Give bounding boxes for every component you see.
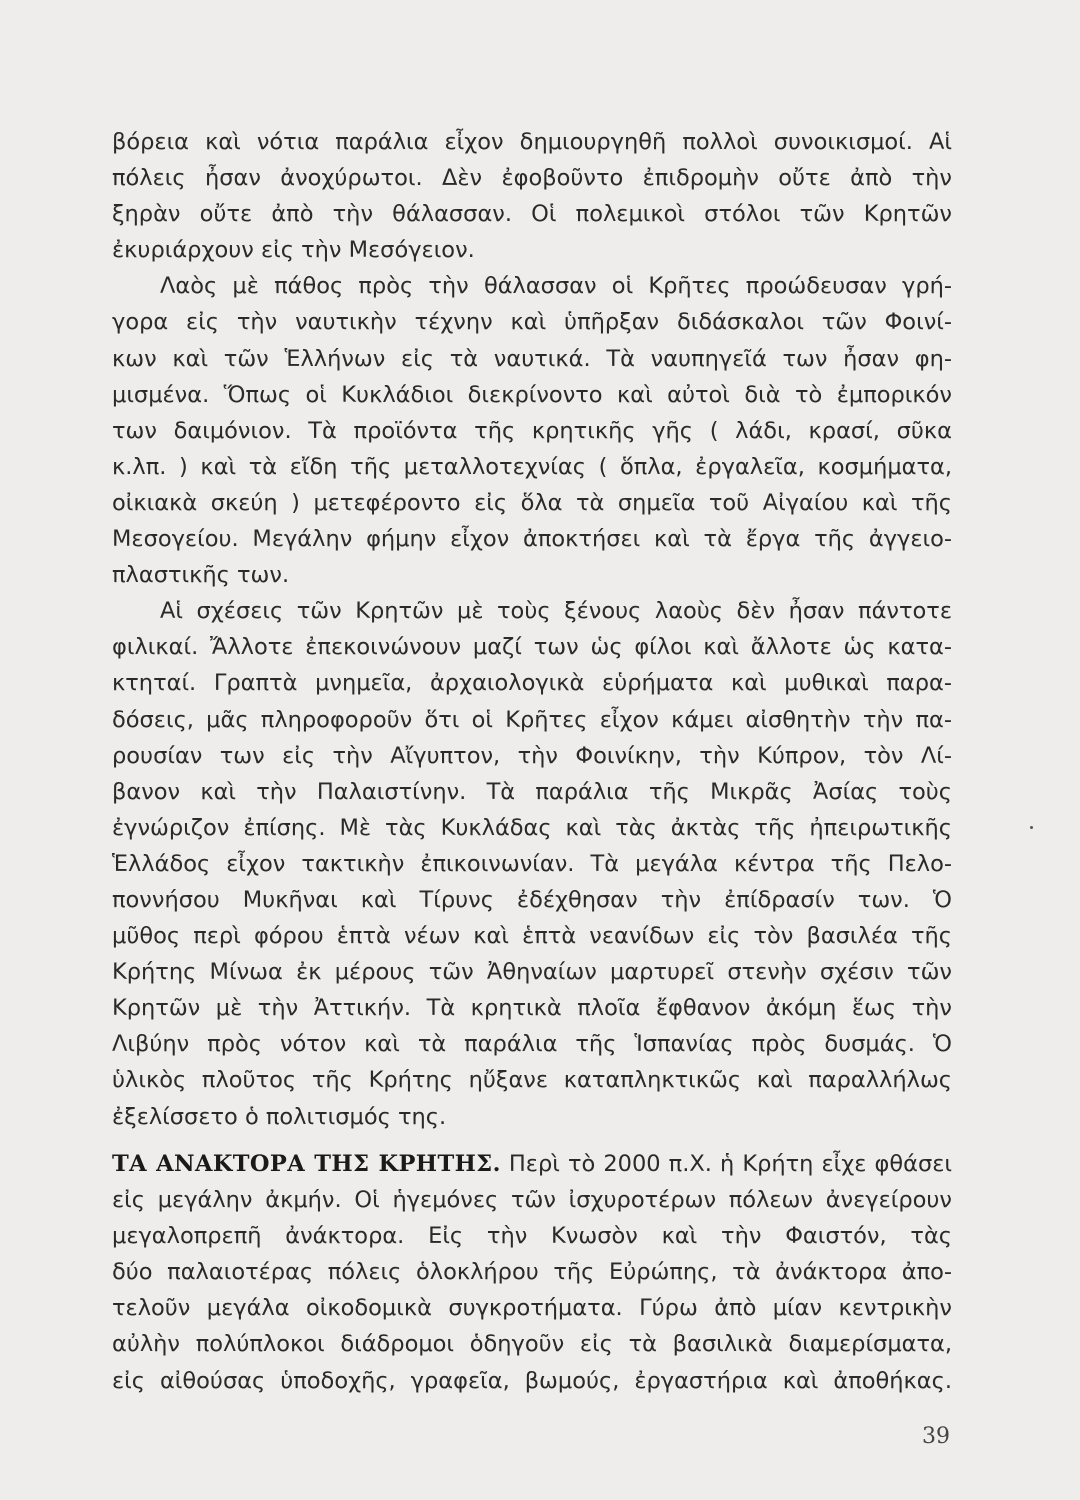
text-line: Λαὸς μὲ πάθος πρὸς τὴν θάλασσαν οἱ Κρῆτες προώδευσαν γρή- [160, 273, 952, 300]
text-line: μῦθος περὶ φόρου ἑπτὰ νέων καὶ ἑπτὰ νεανίδων εἰς τὸν βασιλέα τῆς [112, 923, 952, 950]
body-text-upper [112, 124, 952, 1135]
text-line: μισμένα. Ὅπως οἱ Κυκλάδιοι διεκρίνοντο καὶ αὐτοὶ διὰ τὸ ἐμπορικόν [112, 381, 952, 408]
text-line: οἰκιακὰ σκεύη ) μετεφέροντο εἰς ὅλα τὰ σημεῖα τοῦ Αἰγαίου καὶ τῆς [112, 489, 952, 516]
paper-speck [1030, 826, 1033, 829]
text-line: ποννήσου Μυκῆναι καὶ Τίρυνς ἐδέχθησαν τὴν ἐπίδρασίν των. Ὁ [112, 886, 952, 913]
text-line: βόρεια καὶ νότια παράλια εἶχον δημιουργηθῆ πολλοὶ συνοικισμοί. Αἱ [112, 129, 952, 155]
text-line: ξηρὰν οὔτε ἀπὸ τὴν θάλασσαν. Οἱ πολεμικοὶ στόλοι τῶν Κρητῶν [112, 201, 952, 228]
text-line: ἐκυριάρχουν εἰς τὴν Μεσόγειον. [112, 237, 475, 264]
text-line: εἰς μεγάλην ἀκμήν. Οἱ ἡγεμόνες τῶν ἰσχυροτέρων πόλεων ἀνεγείρουν [112, 1187, 952, 1214]
text-line: Λιβύην πρὸς νότον καὶ τὰ παράλια τῆς Ἱσπανίας πρὸς δυσμάς. Ὁ [112, 1031, 952, 1058]
text-line: πλαστικῆς των. [112, 562, 290, 589]
text-line: βανον καὶ τὴν Παλαιστίνην. Τὰ παράλια τῆς Μικρᾶς Ἀσίας τοὺς [112, 778, 952, 805]
text-line: ρουσίαν των εἰς τὴν Αἴγυπτον, τὴν Φοινίκην, τὴν Κύπρον, τὸν Λί- [112, 742, 952, 769]
text-line: κ.λπ. ) καὶ τὰ εἴδη τῆς μεταλλοτεχνίας ( ὅπλα, ἐργαλεῖα, κοσμήματα, [112, 453, 952, 480]
text-line: των δαιμόνιον. Τὰ προϊόντα τῆς κρητικῆς γῆς ( λάδι, κρασί, σῦκα [112, 417, 952, 444]
text-line: τελοῦν μεγάλα οἰκοδομικὰ συγκροτήματα. Γύρω ἀπὸ μίαν κεντρικὴν [112, 1295, 952, 1322]
section-heading: ΤΑ ΑΝΑΚΤΟΡΑ ΤΗΣ ΚΡΗΤΗΣ. [112, 1151, 501, 1177]
text-line: φιλικαί. Ἄλλοτε ἐπεκοινώνουν μαζί των ὡς φίλοι καὶ ἄλλοτε ὡς κατα- [112, 634, 952, 661]
text-line: Ἑλλάδος εἶχον τακτικὴν ἐπικοινωνίαν. Τὰ μεγάλα κέντρα τῆς Πελο- [112, 850, 952, 877]
text-line: γορα εἰς τὴν ναυτικὴν τέχνην καὶ ὑπῆρξαν διδάσκαλοι τῶν Φοινί- [112, 309, 952, 336]
text-line: ὑλικὸς πλοῦτος τῆς Κρήτης ηὔξανε καταπληκτικῶς καὶ παραλλήλως [112, 1067, 952, 1094]
text-line: Κρήτης Μίνωα ἐκ μέρους τῶν Ἀθηναίων μαρτυρεῖ στενὴν σχέσιν τῶν [112, 959, 952, 986]
body-text-section [112, 1146, 952, 1399]
text-line: πόλεις ἦσαν ἀνοχύρωτοι. Δὲν ἐφοβοῦντο ἐπιδρομὴν οὔτε ἀπὸ τὴν [112, 165, 952, 192]
text-line: ἐξελίσσετο ὁ πολιτισμός της. [112, 1103, 447, 1130]
text-line: δόσεις, μᾶς πληροφοροῦν ὅτι οἱ Κρῆτες εἶχον κάμει αἰσθητὴν τὴν πα- [112, 706, 952, 733]
text-line: δύο παλαιοτέρας πόλεις ὁλοκλήρου τῆς Εὐρώπης, τὰ ἀνάκτορα ἀπο- [112, 1259, 952, 1286]
text-line: κτηταί. Γραπτὰ μνημεῖα, ἀρχαιολογικὰ εὑρήματα καὶ μυθικαὶ παρα- [112, 670, 952, 697]
section-first-line [112, 1146, 952, 1182]
text-line: Μεσογείου. Μεγάλην φήμην εἶχον ἀποκτήσει καὶ τὰ ἔργα τῆς ἀγγειο- [112, 526, 952, 553]
text-line: αὐλὴν πολύπλοκοι διάδρομοι ὁδηγοῦν εἰς τὰ βασιλικὰ διαμερίσματα, [112, 1331, 952, 1358]
text-line: κων καὶ τῶν Ἑλλήνων εἰς τὰ ναυτικά. Τὰ ναυπηγεῖά των ἦσαν φη- [112, 345, 952, 372]
page-number: 39 [922, 1424, 950, 1449]
text-line: μεγαλοπρεπῆ ἀνάκτορα. Εἰς τὴν Κνωσὸν καὶ τὴν Φαιστόν, τὰς [112, 1223, 952, 1250]
text-line: εἰς αἰθούσας ὑποδοχῆς, γραφεῖα, βωμούς, ἐργαστήρια καὶ ἀποθήκας. [112, 1367, 952, 1394]
section-first-line-text: Περὶ τὸ 2000 π.Χ. ἡ Κρήτη εἶχε φθάσει [508, 1151, 952, 1177]
text-line: Κρητῶν μὲ τὴν Ἀττικήν. Τὰ κρητικὰ πλοῖα ἔφθανον ἀκόμη ἕως τὴν [112, 995, 952, 1022]
text-line: ἐγνώριζον ἐπίσης. Μὲ τὰς Κυκλάδας καὶ τὰς ἀκτὰς τῆς ἠπειρωτικῆς [112, 814, 952, 841]
text-line: Αἱ σχέσεις τῶν Κρητῶν μὲ τοὺς ξένους λαοὺς δὲν ἦσαν πάντοτε [160, 598, 952, 625]
